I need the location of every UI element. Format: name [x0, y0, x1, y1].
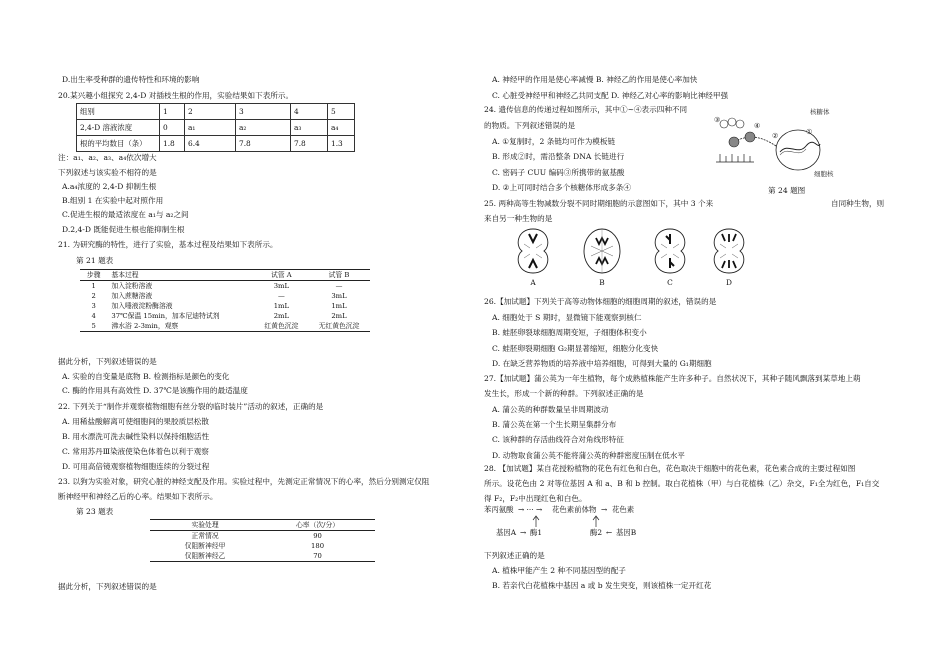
mrna-strand	[738, 137, 776, 146]
table-header-cell: 实验处理	[150, 520, 260, 531]
table-cell: 无红黄色沉淀	[308, 321, 370, 332]
q26-option: D. 在缺乏营养物质的培养液中培养细胞，可得到大量的 G₁期细胞	[492, 359, 712, 368]
arrow-right-icon: →	[520, 528, 527, 537]
table-row	[77, 104, 355, 120]
table-row	[150, 541, 375, 551]
q20-note: 注：a₁、a₂、a₃、a₄依次增大	[58, 153, 157, 162]
flow-product: 花色素	[612, 505, 635, 514]
table-cell: 1mL	[331, 301, 347, 310]
table-cell: 0	[160, 120, 185, 136]
table-cell: 90	[313, 531, 322, 540]
q26-stem: 26.【加试题】下列关于高等动物体细胞的细胞周期的叙述，错误的是	[484, 297, 717, 306]
q25-stem-line2: 来自另一种生物的是	[484, 214, 553, 223]
ball	[720, 120, 728, 128]
cell-label: A	[530, 278, 536, 287]
table-cell: 5	[328, 104, 355, 120]
q26-option: A. 细胞处于 S 期时，显微镜下能观察到核仁	[492, 313, 642, 322]
table-header-cell: 试管 B	[308, 270, 370, 281]
table-cell: 根的平均数目（条）	[77, 136, 160, 152]
flow-intermediate: 花色素前体物	[552, 505, 597, 514]
flow-dots-arrow: → ··· →	[518, 505, 543, 514]
q20-option: B.组别 1 在实验中起对照作用	[62, 196, 164, 205]
q28-option: B. 若亲代白花植株中基因 a 或 b 发生突变，则该植株一定开红花	[492, 581, 712, 590]
q21-stem: 21. 为研究酶的特性，进行了实验，基本过程及结果如下表所示。	[58, 240, 278, 249]
fig-num: ③	[714, 116, 721, 124]
q27-option: C. 该种群的存活曲线符合对角线形特征	[492, 435, 624, 444]
q25-stem-line1b: 自同种生物，则	[831, 199, 885, 208]
table-cell: 4	[91, 311, 96, 320]
q23-caption: 第 23 题表	[76, 507, 114, 516]
fig-label-ribosome: 核糖体	[810, 108, 830, 116]
table-header-cell: 试管 A	[255, 270, 308, 281]
table-cell: 3mL	[273, 281, 290, 290]
table-cell: 组别	[77, 104, 160, 120]
table-cell: 1mL	[273, 301, 290, 310]
table-row	[80, 281, 370, 292]
q27-option: D. 动物取食蒲公英不能将蒲公英的种群密度压制在低水平	[492, 451, 685, 460]
table-cell: 仅阻断神经乙	[150, 551, 260, 562]
q22-stem: 22. 下列关于“制作并观察植物细胞有丝分裂的临时装片”活动的叙述，正确的是	[58, 402, 324, 411]
table-cell: 1.8	[160, 136, 185, 152]
table-row	[77, 136, 355, 152]
q24-option: C. 密码子 CUU 编码③所携带的氨基酸	[492, 168, 625, 177]
table-cell: 2mL	[273, 311, 290, 320]
arrow-left-icon: ←	[606, 528, 613, 537]
arrow-right-icon: →	[601, 505, 608, 514]
cell-diagram-a	[512, 226, 554, 276]
q22-option: C. 常用苏丹Ⅲ染液使染色体着色以利于观察	[62, 447, 209, 456]
q26-option: C. 蛙胚卵裂期细胞 G₂期显著缩短，细胞分化变快	[492, 344, 659, 353]
table-cell: 4	[291, 104, 328, 120]
q23-option: A. 神经甲的作用是使心率减慢 B. 神经乙的作用是使心率加快	[492, 75, 698, 84]
q21-option: C. 酶的作用具有高效性 D. 37℃是该酶作用的最适温度	[62, 386, 248, 395]
q24-caption: 第 24 题图	[768, 186, 806, 195]
table-cell: 2,4-D 溶液浓度	[77, 120, 160, 136]
table-row	[80, 311, 370, 321]
q28-stem-line3: 得 F₂，F₂中出现红色和白色。	[484, 494, 587, 503]
table-cell: 180	[311, 541, 325, 550]
q21-prompt: 据此分析，下列叙述错误的是	[58, 357, 157, 366]
q27-option: B. 蒲公英在第一个生长期呈集群分布	[492, 420, 617, 429]
table-cell: —	[277, 291, 285, 300]
comb-teeth	[720, 154, 750, 162]
q22-option: A. 用稀盐酸解离可使细胞间的果胶质层松散	[62, 417, 209, 426]
q20-prompt: 下列叙述与该实验不相符的是	[58, 168, 157, 177]
q28-option: A. 植株甲能产生 2 种不同基因型的配子	[492, 566, 626, 575]
dna-strand	[780, 149, 806, 155]
fig-num: ②	[772, 132, 779, 140]
table-cell: 沸水浴 2-3min，观察	[107, 321, 254, 332]
table-header-row	[80, 270, 370, 281]
ribosome	[745, 132, 755, 142]
flow-gene-b: 基因B	[616, 528, 637, 537]
q24-option: A. ①复制时，2 条链均可作为模板链	[492, 137, 616, 146]
table-cell: 70	[260, 551, 375, 562]
q20-option: A.a₄浓度的 2,4-D 抑制生根	[62, 182, 157, 191]
q23-stem-line1: 23. 以狗为实验对象，研究心脏的神经支配及作用。实验过程中，先测定正常情况下的心率，然后分别测定仅阻	[58, 477, 430, 486]
q24-stem-line2: 的物质。下列叙述错误的是	[484, 121, 576, 130]
table-cell: a₂	[236, 120, 291, 136]
table-cell: 3	[91, 301, 96, 310]
fig-label-nucleus: 细胞核	[814, 170, 834, 178]
table-cell: 3	[236, 104, 291, 120]
table-cell: 2	[91, 291, 96, 300]
table-cell: 加入淀粉溶液	[111, 281, 153, 290]
q28-stem-line2: 所示。设花色由 2 对等位基因 A 和 a、B 和 b 控制。取白花植株（甲）与白花植株（乙）杂交，F₁全为红色，F₁自交	[484, 479, 880, 488]
q23-option: C. 心脏受神经甲和神经乙共同支配 D. 神经乙对心率的影响比神经甲强	[492, 91, 729, 100]
q23-prompt: 据此分析，下列叙述错误的是	[58, 582, 157, 591]
table-cell: a₃	[291, 120, 328, 136]
q27-stem-line2: 发生长，形成一个新的种群。下列叙述正确的是	[484, 389, 644, 398]
table-cell: 7.8	[236, 136, 291, 152]
q24-stem-line1: 24. 遗传信息的传递过程如图所示，其中①~④表示四种不同	[484, 105, 688, 114]
fig-num: ④	[754, 122, 761, 130]
table-cell: —	[335, 281, 343, 290]
q24-figure	[710, 100, 850, 182]
q27-stem-line1: 27.【加试题】蒲公英为一年生植物，每个成熟植株能产生许多种子。自然状况下，其种子随风飘落到某草地上萌	[484, 374, 861, 383]
table-cell: 3mL	[331, 291, 347, 300]
dna-strand	[780, 142, 820, 152]
table-cell: 1	[160, 104, 185, 120]
cell-diagram-c	[649, 226, 691, 276]
ball	[736, 120, 744, 128]
q20-stem: 20.某兴趣小组探究 2,4-D 对插枝生根的作用，实验结果如下表所示。	[58, 91, 294, 100]
ribosome	[729, 137, 739, 147]
flow-precursor: 苯丙氨酸	[484, 505, 514, 514]
q24-option: D. ②上可同时结合多个核糖体形成多条④	[492, 183, 631, 192]
q21-option: A. 实验的自变量是底物 B. 检测指标是颜色的变化	[62, 372, 230, 381]
q20-option: C.促进生根的最适浓度在 a₁与 a₂之间	[62, 210, 189, 219]
q21-caption: 第 21 题表	[76, 256, 114, 265]
cell-label: D	[726, 278, 732, 287]
q26-option: B. 蛙胚卵裂球细胞周期变短，子细胞体积变小	[492, 328, 647, 337]
table-cell: 加入蔗糖溶液	[111, 291, 153, 300]
table-cell: 1	[91, 281, 96, 290]
table-cell: 正常情况	[191, 531, 219, 540]
cell-label: B	[599, 278, 605, 287]
table-header-cell: 步骤	[80, 270, 107, 281]
q22-option: D. 可用高倍镜观察植物细胞连续的分裂过程	[62, 462, 210, 471]
q23-stem-line2: 断神经甲和神经乙后的心率。结果如下表所示。	[58, 492, 218, 501]
table-row	[150, 551, 375, 562]
table-cell: 2mL	[331, 311, 347, 320]
cell-diagram-b	[581, 226, 623, 276]
table-cell: 5	[80, 321, 107, 332]
q22-option: B. 用水漂洗可洗去碱性染料以保持细胞活性	[62, 432, 210, 441]
q24-option: B. 形成②时，需沿整条 DNA 长链进行	[492, 152, 625, 161]
table-cell: 仅阻断神经甲	[184, 541, 226, 550]
table-row	[150, 531, 375, 542]
q28-pathway-diagram	[484, 505, 704, 545]
table-row	[80, 291, 370, 301]
cell-diagram-d	[708, 226, 750, 276]
table-cell: 37℃保温 15min，加本尼迪特试剂	[111, 311, 220, 320]
table-cell: 加入唾液淀粉酶溶液	[111, 301, 173, 310]
table-row	[80, 301, 370, 311]
q20-option: D.2,4-D 既能促进生根也能抑制生根	[62, 225, 185, 234]
q28-stem-line1: 28. 【加试题】某自花授粉植物的花色有红色和白色，花色取决于细胞中的花色素，花色素合成的主要过程如图	[484, 464, 856, 473]
table-header-row	[150, 520, 375, 531]
table-cell: 1.3	[328, 136, 355, 152]
flow-gene-a: 基因A	[496, 528, 517, 537]
table-header-cell: 基本过程	[107, 270, 254, 281]
table-cell: 7.8	[291, 136, 328, 152]
table-header-cell: 心率（次/分）	[260, 520, 375, 531]
table-cell: 红黄色沉淀	[255, 321, 308, 332]
q20-table	[76, 103, 355, 152]
q19-option-d: D.出生率受种群的遗传特性和环境的影响	[62, 75, 200, 84]
q28-prompt: 下列叙述正确的是	[484, 551, 545, 560]
table-row	[77, 120, 355, 136]
q25-stem-line1a: 25. 两种高等生物减数分裂不同时期细胞的示意图如下，其中 3 个来	[484, 199, 714, 208]
q21-table	[80, 269, 370, 332]
q23-table	[150, 519, 375, 562]
table-cell: 6.4	[185, 136, 236, 152]
table-cell: a₄	[328, 120, 355, 136]
fig-num: ①	[806, 128, 813, 136]
table-cell: 2	[185, 104, 236, 120]
cell-label: C	[667, 278, 673, 287]
flow-enzyme2: 酶2	[590, 528, 603, 537]
q27-option: A. 蒲公英的种群数量呈非周期波动	[492, 405, 609, 414]
flow-connectors	[484, 505, 704, 545]
ball	[728, 118, 736, 126]
flow-enzyme1: 酶1	[530, 528, 543, 537]
table-row	[80, 321, 370, 332]
table-cell: a₁	[185, 120, 236, 136]
